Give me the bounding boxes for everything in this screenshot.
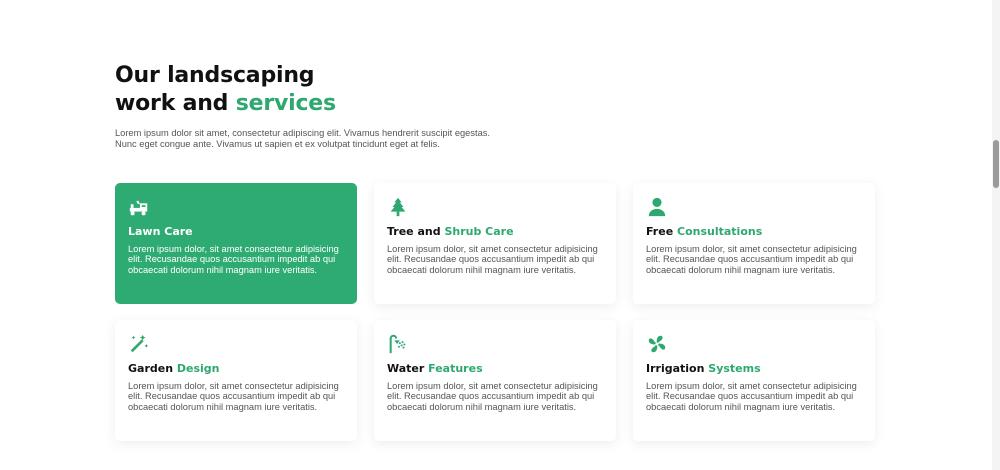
card-body: Lorem ipsum dolor, sit amet consectetur adipisicing elit. Recusandae quos accusantium impedit ab qui obcaecati dolorum nihil magnam iure veritatis. <box>387 381 598 412</box>
service-card-lawn-care[interactable] <box>115 183 357 304</box>
service-card-irrigation-systems[interactable] <box>633 320 875 441</box>
service-card-free-consultations[interactable] <box>633 183 875 304</box>
heading-line2-prefix: work and <box>115 91 236 116</box>
tree-icon <box>387 196 409 218</box>
service-card-garden-design[interactable] <box>115 320 357 441</box>
card-title: Free Consultations <box>646 225 763 238</box>
card-body: Lorem ipsum dolor, sit amet consectetur adipisicing elit. Recusandae quos accusantium impedit ab qui obcaecati dolorum nihil magnam iure veritatis. <box>128 244 339 275</box>
heading-line2-accent: services <box>235 91 336 116</box>
card-title: Water Features <box>387 362 483 375</box>
magic-wand-icon <box>128 333 150 355</box>
shower-icon <box>387 333 409 355</box>
fan-icon <box>646 333 668 355</box>
card-body: Lorem ipsum dolor, sit amet consectetur adipisicing elit. Recusandae quos accusantium impedit ab qui obcaecati dolorum nihil magnam iure veritatis. <box>646 244 857 275</box>
user-icon <box>646 196 668 218</box>
section-intro: Lorem ipsum dolor sit amet, consectetur adipiscing elit. Vivamus hendrerit suscipit egestas. Nunc eget congue ante. Vivamus ut sapien et ex volutpat tincidunt eget at felis. <box>115 128 490 149</box>
page-scrollbar[interactable] <box>992 0 1000 470</box>
card-title: Lawn Care <box>128 225 193 238</box>
card-title: Garden Design <box>128 362 220 375</box>
card-body: Lorem ipsum dolor, sit amet consectetur adipisicing elit. Recusandae quos accusantium impedit ab qui obcaecati dolorum nihil magnam iure veritatis. <box>387 244 598 275</box>
card-title: Irrigation Systems <box>646 362 761 375</box>
card-title: Tree and Shrub Care <box>387 225 514 238</box>
section-heading <box>115 62 885 118</box>
services-section <box>115 62 885 412</box>
lawn-mower-icon <box>128 196 150 218</box>
service-card-water-features[interactable] <box>374 320 616 441</box>
heading-line1: Our landscaping <box>115 63 315 88</box>
service-card-tree-shrub-care[interactable] <box>374 183 616 304</box>
scrollbar-thumb[interactable] <box>993 140 999 188</box>
card-body: Lorem ipsum dolor, sit amet consectetur adipisicing elit. Recusandae quos accusantium impedit ab qui obcaecati dolorum nihil magnam iure veritatis. <box>646 381 857 412</box>
card-body: Lorem ipsum dolor, sit amet consectetur adipisicing elit. Recusandae quos accusantium impedit ab qui obcaecati dolorum nihil magnam iure veritatis. <box>128 381 339 412</box>
